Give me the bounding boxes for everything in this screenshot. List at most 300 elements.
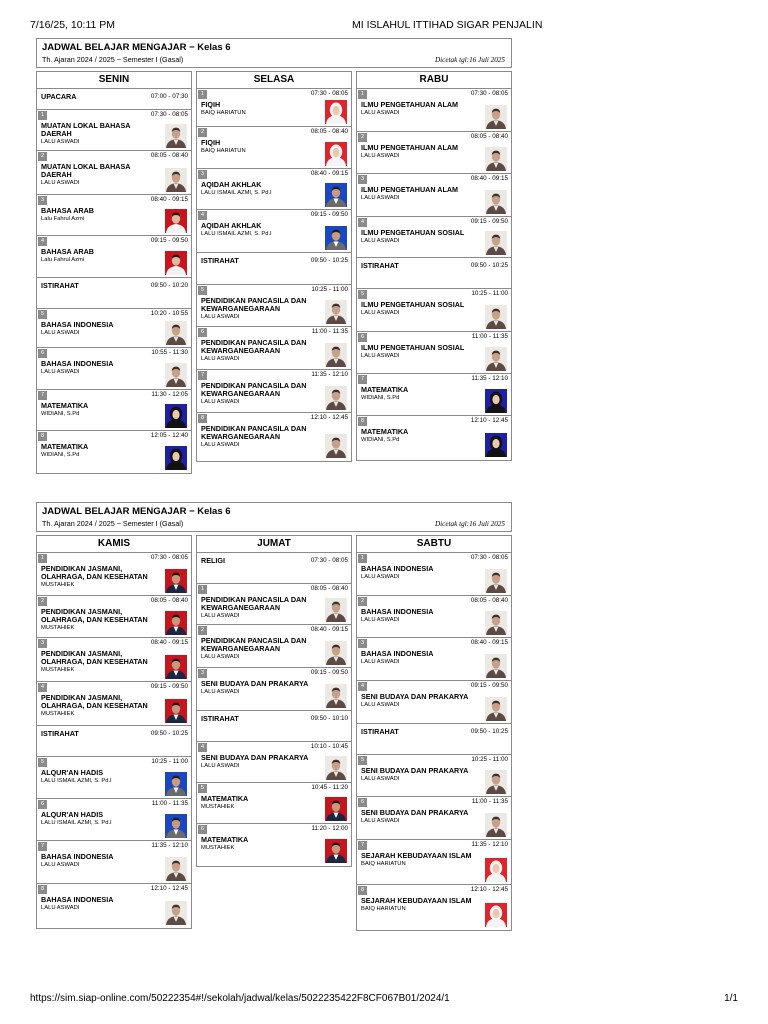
teacher-photo: [165, 611, 187, 635]
day-column-sabtu: [356, 535, 512, 931]
schedule-entry: [357, 755, 511, 797]
section-subtitle: Th. Ajaran 2024 / 2025 − Semester I (Gasal): [42, 519, 184, 528]
teacher-name: LALU ISMAIL AZMI, S. Pd.I: [41, 820, 112, 827]
teacher-name: Lalu Fahrul Azmi: [41, 216, 85, 223]
teacher-photo-image: [325, 839, 347, 863]
subject-name: BAHASA ARAB: [41, 247, 94, 256]
time-range: 10:25 - 11:00: [151, 758, 188, 765]
time-range: 08:40 - 09:15: [310, 626, 348, 633]
time-range: 09:50 - 10:25: [310, 257, 348, 264]
schedule-entry: [37, 390, 191, 431]
teacher-name: LALU ASWADI: [361, 617, 400, 624]
subject-name: UPACARA: [41, 92, 77, 101]
teacher-name: MUSTAHIEK: [41, 667, 75, 674]
time-range: 09:15 - 09:50: [150, 683, 188, 690]
teacher-photo: [325, 641, 347, 665]
day-header: SABTU: [357, 536, 511, 553]
day-column-senin: [36, 71, 192, 474]
teacher-photo: [325, 756, 347, 780]
subject-name: PENDIDIKAN PANCASILA DAN KEWARGANEGARAAN: [201, 636, 307, 654]
subject-name: PENDIDIKAN PANCASILA DAN KEWARGANEGARAAN: [201, 595, 307, 613]
time-range: 10:25 - 11:00: [471, 290, 508, 297]
day-column-rabu: [356, 71, 512, 461]
time-range: 09:50 - 10:10: [310, 715, 348, 722]
time-range: 09:15 - 09:50: [310, 669, 348, 676]
time-range: 08:05 - 08:40: [310, 128, 348, 135]
time-range: 09:15 - 09:50: [150, 237, 188, 244]
subject-name: BAHASA INDONESIA: [361, 607, 434, 616]
schedule-entry: [357, 289, 511, 332]
period-number: 5: [198, 784, 207, 793]
subject-name: ALQUR'AN HADIS: [41, 768, 104, 777]
subject-name: ILMU PENGETAHUAN ALAM: [361, 185, 459, 194]
subject-name: BAHASA INDONESIA: [41, 852, 114, 861]
subject-name: PENDIDIKAN PANCASILA DAN KEWARGANEGARAAN: [201, 338, 307, 356]
subject-name: MUATAN LOKAL BAHASA DAERAH: [41, 121, 131, 139]
period-number: 7: [358, 375, 367, 384]
teacher-photo: [325, 300, 347, 324]
teacher-photo-image: [485, 813, 507, 837]
time-range: 08:40 - 09:15: [150, 196, 188, 203]
time-range: 09:15 - 09:50: [310, 211, 348, 218]
time-range: 09:50 - 10:25: [150, 730, 188, 737]
teacher-name: LALU ASWADI: [41, 369, 80, 376]
time-range: 08:05 - 08:40: [470, 597, 508, 604]
teacher-photo: [165, 321, 187, 345]
schedule-entry: [197, 584, 351, 625]
schedule-entry: [37, 278, 191, 309]
period-number: 6: [358, 333, 367, 342]
subject-name: FIQIH: [201, 138, 221, 147]
subject-name: MATEMATIKA: [201, 794, 249, 803]
page-number: 1/1: [724, 993, 738, 1004]
teacher-name: BAIQ HARIATUN: [361, 906, 406, 913]
subject-name: ISTIRAHAT: [361, 727, 399, 736]
subject-name: SENI BUDAYA DAN PRAKARYA: [361, 808, 469, 817]
print-footer: [30, 993, 738, 1007]
period-number: 7: [38, 842, 47, 851]
teacher-name: MUSTAHIEK: [201, 845, 235, 852]
time-range: 10:10 - 10:45: [310, 743, 348, 750]
period-number: 4: [198, 211, 207, 220]
schedule-entry: [357, 840, 511, 885]
subject-name: ILMU PENGETAHUAN ALAM: [361, 143, 459, 152]
time-range: 08:40 - 09:15: [470, 639, 508, 646]
section-subtitle: Th. Ajaran 2024 / 2025 − Semester I (Gasal): [42, 55, 184, 64]
schedule-entry: [357, 797, 511, 840]
teacher-photo: [485, 190, 507, 214]
teacher-photo: [165, 209, 187, 233]
teacher-photo-image: [325, 300, 347, 324]
time-range: 11:35 - 12:10: [311, 371, 348, 378]
teacher-photo-image: [485, 697, 507, 721]
schedule-entry: [357, 553, 511, 596]
subject-name: MUATAN LOKAL BAHASA DAERAH: [41, 162, 131, 180]
schedule-entry: [197, 253, 351, 285]
schedule-entry: [197, 285, 351, 327]
period-number: 1: [358, 554, 367, 563]
subject-name: ILMU PENGETAHUAN SOSIAL: [361, 300, 465, 309]
schedule-entry: [357, 174, 511, 217]
period-number: 3: [358, 175, 367, 184]
subject-name: PENDIDIKAN JASMANI, OLAHRAGA, DAN KESEHATAN: [41, 564, 148, 582]
teacher-name: LALU ASWADI: [201, 356, 240, 363]
period-number: 4: [358, 682, 367, 691]
schedule-entry: [357, 89, 511, 132]
teacher-name: WIDIANI, S.Pd: [41, 452, 80, 459]
teacher-name: LALU ASWADI: [361, 153, 400, 160]
schedule-entry: [197, 742, 351, 783]
time-range: 11:30 - 12:05: [151, 391, 188, 398]
teacher-name: BAIQ HARIATUN: [201, 148, 246, 155]
subject-name: MATEMATIKA: [361, 427, 409, 436]
subject-name: PENDIDIKAN PANCASILA DAN KEWARGANEGARAAN: [201, 381, 307, 399]
subject-name: AQIDAH AKHLAK: [201, 180, 262, 189]
time-range: 11:35 - 12:10: [151, 842, 188, 849]
schedule-entry: [37, 596, 191, 638]
period-number: 2: [358, 597, 367, 606]
teacher-photo-image: [165, 251, 187, 275]
schedule-entry: [197, 711, 351, 742]
teacher-photo: [485, 569, 507, 593]
subject-name: ISTIRAHAT: [41, 281, 79, 290]
subject-name: BAHASA INDONESIA: [41, 359, 114, 368]
teacher-photo-image: [485, 654, 507, 678]
teacher-name: LALU ASWADI: [361, 238, 400, 245]
print-header: [30, 19, 738, 33]
schedule-entry: [197, 327, 351, 370]
subject-name: BAHASA INDONESIA: [361, 564, 434, 573]
schedule-entry: [37, 841, 191, 884]
time-range: 09:50 - 10:25: [470, 262, 508, 269]
period-number: 8: [358, 417, 367, 426]
teacher-name: LALU ASWADI: [201, 763, 240, 770]
subject-name: PENDIDIKAN PANCASILA DAN KEWARGANEGARAAN: [201, 424, 307, 442]
time-range: 10:55 - 11:30: [151, 349, 188, 356]
time-range: 07:30 - 08:05: [150, 111, 188, 118]
teacher-photo-image: [325, 343, 347, 367]
teacher-photo-image: [325, 684, 347, 708]
teacher-name: MUSTAHIEK: [41, 625, 75, 632]
teacher-photo: [165, 251, 187, 275]
schedule-entry: [357, 681, 511, 724]
teacher-photo-image: [485, 389, 507, 413]
time-range: 08:05 - 08:40: [150, 152, 188, 159]
teacher-photo: [165, 772, 187, 796]
schedule-entry: [197, 127, 351, 169]
period-number: 6: [38, 800, 47, 809]
teacher-photo: [325, 684, 347, 708]
schedule-entry: [37, 89, 191, 110]
teacher-photo-image: [165, 321, 187, 345]
period-number: 5: [38, 758, 47, 767]
time-range: 07:30 - 08:05: [310, 557, 348, 564]
time-range: 07:00 - 07:30: [150, 93, 188, 100]
teacher-photo-image: [325, 226, 347, 250]
subject-name: ISTIRAHAT: [361, 261, 399, 270]
time-range: 08:05 - 08:40: [310, 585, 348, 592]
schedule-entry: [197, 668, 351, 711]
teacher-photo-image: [165, 857, 187, 881]
teacher-photo-image: [165, 363, 187, 387]
teacher-name: LALU ASWADI: [201, 654, 240, 661]
teacher-name: WIDIANI, S.Pd: [361, 395, 400, 402]
period-number: 2: [38, 152, 47, 161]
teacher-photo-image: [165, 901, 187, 925]
schedule-entry: [357, 416, 511, 460]
schedule-entry: [197, 413, 351, 461]
teacher-photo-image: [165, 772, 187, 796]
period-number: 1: [38, 554, 47, 563]
schedule-entry: [37, 757, 191, 799]
period-number: 7: [358, 841, 367, 850]
subject-name: ISTIRAHAT: [201, 256, 239, 265]
teacher-photo-image: [325, 598, 347, 622]
schedule-entry: [37, 682, 191, 726]
teacher-photo: [325, 183, 347, 207]
subject-name: BAHASA INDONESIA: [41, 895, 114, 904]
period-number: 8: [38, 432, 47, 441]
teacher-photo-image: [325, 386, 347, 410]
teacher-photo: [485, 611, 507, 635]
subject-name: ISTIRAHAT: [201, 714, 239, 723]
period-number: 2: [198, 128, 207, 137]
subject-name: MATEMATIKA: [361, 385, 409, 394]
period-number: 8: [358, 886, 367, 895]
teacher-name: LALU ASWADI: [41, 180, 80, 187]
print-date: Dicetak tgl:16 Juli 2025: [434, 56, 505, 64]
teacher-photo: [325, 797, 347, 821]
teacher-name: LALU ASWADI: [361, 195, 400, 202]
teacher-photo-image: [165, 124, 187, 148]
teacher-photo: [485, 770, 507, 794]
schedule-entry: [37, 799, 191, 841]
time-range: 09:15 - 09:50: [470, 682, 508, 689]
teacher-name: MUSTAHIEK: [41, 582, 75, 589]
section-header: [36, 38, 512, 68]
teacher-name: LALU ASWADI: [361, 310, 400, 317]
schedule-entry: [37, 726, 191, 757]
teacher-name: LALU ISMAIL AZMI, S. Pd.I: [201, 231, 272, 238]
subject-name: BAHASA INDONESIA: [361, 649, 434, 658]
period-number: 5: [38, 310, 47, 319]
time-range: 12:10 - 12:45: [310, 414, 348, 421]
period-number: 2: [198, 626, 207, 635]
time-range: 12:10 - 12:45: [470, 886, 508, 893]
period-number: 1: [198, 90, 207, 99]
subject-name: MATEMATIKA: [41, 401, 89, 410]
teacher-photo-image: [165, 446, 187, 470]
schedule-entry: [37, 110, 191, 151]
period-number: 6: [38, 349, 47, 358]
time-range: 09:15 - 09:50: [470, 218, 508, 225]
teacher-name: MUSTAHIEK: [201, 804, 235, 811]
teacher-name: MUSTAHIEK: [41, 711, 75, 718]
subject-name: ILMU PENGETAHUAN SOSIAL: [361, 343, 465, 352]
period-number: 4: [198, 743, 207, 752]
teacher-name: LALU ASWADI: [361, 110, 400, 117]
day-column-kamis: [36, 535, 192, 929]
subject-name: MATEMATIKA: [41, 442, 89, 451]
teacher-photo: [165, 857, 187, 881]
time-range: 10:25 - 11:00: [311, 286, 348, 293]
teacher-photo: [485, 813, 507, 837]
schedule-entry: [37, 309, 191, 348]
school-name: MI ISLAHUL ITTIHAD SIGAR PENJALIN: [352, 19, 543, 31]
teacher-photo: [165, 699, 187, 723]
period-number: 2: [358, 133, 367, 142]
teacher-name: LALU ASWADI: [361, 702, 400, 709]
time-range: 12:10 - 12:45: [150, 885, 188, 892]
teacher-name: LALU ASWADI: [201, 442, 240, 449]
subject-name: PENDIDIKAN JASMANI, OLAHRAGA, DAN KESEHATAN: [41, 607, 148, 625]
teacher-photo: [485, 654, 507, 678]
teacher-photo: [485, 105, 507, 129]
teacher-photo: [165, 363, 187, 387]
page-url: https://sim.siap-online.com/50222354#!/sekolah/jadwal/kelas/5022235422F8CF067B01/2024/1: [30, 993, 450, 1004]
teacher-photo: [325, 598, 347, 622]
teacher-name: LALU ASWADI: [361, 776, 400, 783]
teacher-photo-image: [485, 433, 507, 457]
teacher-photo-image: [485, 858, 507, 882]
print-date: Dicetak tgl:16 Juli 2025: [434, 520, 505, 528]
time-range: 08:40 - 09:15: [150, 639, 188, 646]
teacher-photo-image: [485, 347, 507, 371]
time-range: 07:30 - 08:05: [470, 554, 508, 561]
schedule-entry: [197, 783, 351, 824]
teacher-photo-image: [165, 611, 187, 635]
subject-name: SEJARAH KEBUDAYAAN ISLAM: [361, 851, 472, 860]
teacher-photo-image: [325, 641, 347, 665]
time-range: 11:00 - 11:35: [471, 333, 508, 340]
teacher-photo-image: [325, 142, 347, 166]
subject-name: SENI BUDAYA DAN PRAKARYA: [201, 753, 309, 762]
schedule-entry: [357, 258, 511, 289]
teacher-photo-image: [165, 569, 187, 593]
teacher-photo: [325, 839, 347, 863]
schedule-entry: [37, 348, 191, 390]
schedule-entry: [357, 596, 511, 638]
teacher-name: LALU ASWADI: [201, 314, 240, 321]
teacher-photo: [325, 100, 347, 124]
teacher-photo: [165, 404, 187, 428]
time-range: 11:20 - 12:00: [311, 825, 348, 832]
period-number: 4: [358, 218, 367, 227]
teacher-photo-image: [485, 611, 507, 635]
teacher-name: LALU ASWADI: [361, 574, 400, 581]
period-number: 3: [198, 669, 207, 678]
period-number: 1: [358, 90, 367, 99]
time-range: 08:40 - 09:15: [470, 175, 508, 182]
teacher-photo: [485, 147, 507, 171]
period-number: 3: [358, 639, 367, 648]
period-number: 1: [38, 111, 47, 120]
day-header: JUMAT: [197, 536, 351, 553]
schedule-entry: [197, 89, 351, 127]
schedule-entry: [357, 374, 511, 416]
subject-name: SEJARAH KEBUDAYAAN ISLAM: [361, 896, 472, 905]
subject-name: PENDIDIKAN PANCASILA DAN KEWARGANEGARAAN: [201, 296, 307, 314]
schedule-entry: [37, 151, 191, 195]
teacher-photo-image: [325, 434, 347, 458]
schedule-entry: [197, 824, 351, 866]
teacher-name: WIDIANI, S.Pd: [41, 411, 80, 418]
teacher-name: LALU ASWADI: [361, 818, 400, 825]
teacher-name: BAIQ HARIATUN: [361, 861, 406, 868]
teacher-photo: [485, 697, 507, 721]
period-number: 7: [198, 371, 207, 380]
section-title: JADWAL BELAJAR MENGAJAR − Kelas 6: [42, 42, 231, 53]
subject-name: SENI BUDAYA DAN PRAKARYA: [361, 692, 469, 701]
schedule-entry: [357, 332, 511, 374]
teacher-photo: [485, 347, 507, 371]
subject-name: SENI BUDAYA DAN PRAKARYA: [201, 679, 309, 688]
day-header: SELASA: [197, 72, 351, 89]
teacher-photo: [165, 124, 187, 148]
period-number: 3: [38, 639, 47, 648]
teacher-photo-image: [485, 231, 507, 255]
period-number: 4: [38, 237, 47, 246]
time-range: 12:05 - 12:40: [150, 432, 188, 439]
teacher-photo-image: [325, 756, 347, 780]
teacher-photo: [165, 569, 187, 593]
subject-name: MATEMATIKA: [201, 835, 249, 844]
teacher-name: LALU ISMAIL AZMI, S. Pd.I: [41, 778, 112, 785]
teacher-photo-image: [485, 770, 507, 794]
teacher-photo: [485, 305, 507, 329]
teacher-photo: [325, 343, 347, 367]
teacher-name: Lalu Fahrul Azmi: [41, 257, 85, 264]
time-range: 11:00 - 11:35: [471, 798, 508, 805]
time-range: 09:50 - 10:20: [150, 282, 188, 289]
period-number: 8: [38, 885, 47, 894]
teacher-photo-image: [165, 168, 187, 192]
day-header: RABU: [357, 72, 511, 89]
schedule-entry: [37, 195, 191, 236]
teacher-photo: [165, 446, 187, 470]
teacher-name: LALU ASWADI: [41, 330, 80, 337]
teacher-name: LALU ASWADI: [361, 353, 400, 360]
subject-name: ILMU PENGETAHUAN SOSIAL: [361, 228, 465, 237]
teacher-name: LALU ASWADI: [201, 689, 240, 696]
subject-name: ALQUR'AN HADIS: [41, 810, 104, 819]
period-number: 2: [38, 597, 47, 606]
teacher-photo-image: [165, 699, 187, 723]
schedule-entry: [357, 132, 511, 174]
schedule-entry: [197, 370, 351, 413]
period-number: 4: [38, 683, 47, 692]
teacher-photo-image: [485, 105, 507, 129]
teacher-photo-image: [485, 569, 507, 593]
time-range: 09:50 - 10:25: [470, 728, 508, 735]
teacher-photo: [485, 389, 507, 413]
teacher-photo: [485, 231, 507, 255]
period-number: 1: [198, 585, 207, 594]
schedule-entry: [357, 217, 511, 258]
period-number: 6: [198, 328, 207, 337]
schedule-entry: [37, 431, 191, 473]
print-datetime: 7/16/25, 10:11 PM: [30, 19, 116, 31]
schedule-entry: [197, 625, 351, 668]
teacher-name: LALU ASWADI: [201, 399, 240, 406]
teacher-photo: [165, 901, 187, 925]
period-number: 3: [38, 196, 47, 205]
period-number: 5: [198, 286, 207, 295]
day-header: KAMIS: [37, 536, 191, 553]
teacher-name: LALU ASWADI: [41, 139, 80, 146]
teacher-photo: [325, 142, 347, 166]
time-range: 11:00 - 11:35: [311, 328, 348, 335]
